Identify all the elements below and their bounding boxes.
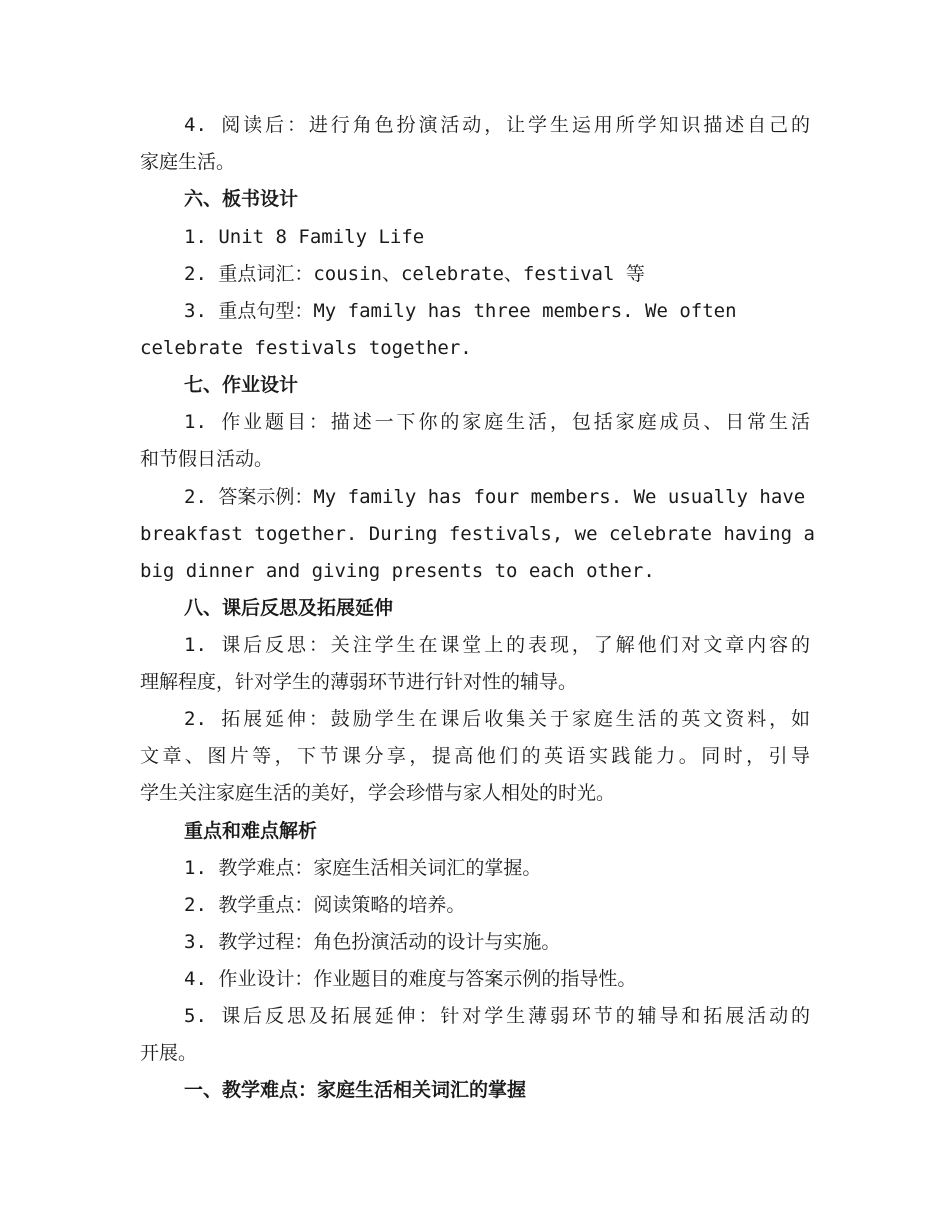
paragraph-line: 2. 重点词汇：cousin、celebrate、festival 等: [184, 263, 645, 285]
paragraph-line: 和节假日活动。: [140, 448, 274, 470]
paragraph-line: 开展。: [140, 1042, 198, 1064]
paragraph-line: 4. 阅读后：进行角色扮演活动，让学生运用所学知识描述自己的: [184, 114, 810, 136]
paragraph-line: 学生关注家庭生活的美好，学会珍惜与家人相处的时光。: [140, 782, 616, 804]
paragraph-line: 3. 教学过程：角色扮演活动的设计与实施。: [184, 931, 561, 953]
paragraph-line: 5. 课后反思及拓展延伸：针对学生薄弱环节的辅导和拓展活动的: [184, 1005, 810, 1027]
paragraph-line: breakfast together. During festivals, we celebrate having a: [140, 523, 815, 545]
section-heading: 八、课后反思及拓展延伸: [184, 597, 394, 619]
paragraph-line: 理解程度，针对学生的薄弱环节进行针对性的辅导。: [140, 671, 578, 693]
paragraph-line: 3. 重点句型：My family has three members. We often: [184, 300, 737, 322]
paragraph-line: 1. 作业题目：描述一下你的家庭生活，包括家庭成员、日常生活: [184, 411, 810, 433]
paragraph-line: 2. 教学重点：阅读策略的培养。: [184, 894, 466, 916]
paragraph-line: 2. 拓展延伸：鼓励学生在课后收集关于家庭生活的英文资料，如: [184, 708, 810, 730]
section-heading: 重点和难点解析: [184, 820, 318, 842]
paragraph-line: 1. 教学难点：家庭生活相关词汇的掌握。: [184, 857, 542, 879]
section-heading: 六、板书设计: [184, 188, 299, 210]
paragraph-line: 2. 答案示例：My family has four members. We usually have: [184, 486, 806, 508]
paragraph-line: 4. 作业设计：作业题目的难度与答案示例的指导性。: [184, 968, 637, 990]
paragraph-line: 1. Unit 8 Family Life: [184, 226, 425, 248]
section-heading: 一、教学难点：家庭生活相关词汇的掌握: [184, 1079, 527, 1101]
paragraph-line: 1. 课后反思：关注学生在课堂上的表现，了解他们对文章内容的: [184, 634, 810, 656]
paragraph-line: 家庭生活。: [140, 151, 236, 173]
paragraph-line: 文章、图片等，下节课分享，提高他们的英语实践能力。同时，引导: [140, 745, 810, 767]
paragraph-line: celebrate festivals together.: [140, 337, 472, 359]
section-heading: 七、作业设计: [184, 374, 299, 396]
paragraph-line: big dinner and giving presents to each other.: [140, 560, 655, 582]
